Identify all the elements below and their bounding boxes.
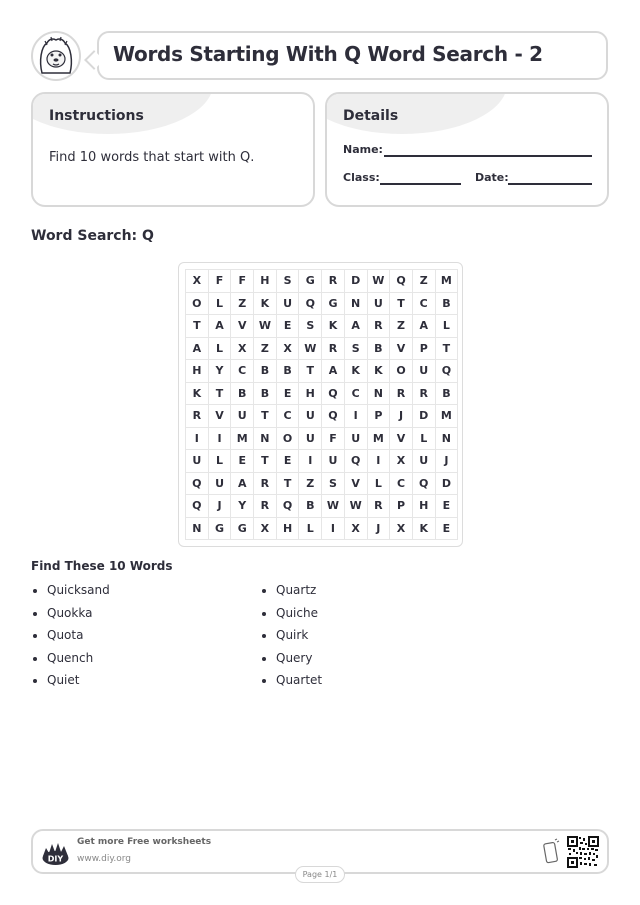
grid-cell[interactable]: I — [186, 428, 209, 451]
word-item: Query — [260, 651, 322, 674]
grid-cell[interactable]: P — [368, 405, 391, 428]
grid-cell[interactable]: I — [299, 450, 322, 473]
footer-promo: Get more Free worksheets — [77, 837, 212, 847]
grid-cell[interactable]: U — [413, 360, 436, 383]
phone-icon — [542, 838, 560, 864]
grid-cell[interactable]: V — [345, 473, 368, 496]
grid-cell[interactable]: U — [345, 428, 368, 451]
grid-cell[interactable]: Z — [254, 338, 277, 361]
grid-cell[interactable]: X — [390, 518, 413, 541]
grid-cell[interactable]: U — [299, 405, 322, 428]
grid-cell[interactable]: U — [186, 450, 209, 473]
grid-cell[interactable]: K — [345, 360, 368, 383]
grid-cell[interactable]: W — [299, 338, 322, 361]
grid-cell[interactable]: S — [299, 315, 322, 338]
details-heading: Details — [343, 108, 399, 124]
grid-cell[interactable]: U — [322, 450, 345, 473]
grid-cell[interactable]: E — [277, 383, 300, 406]
grid-cell[interactable]: W — [368, 270, 391, 293]
page-indicator: Page 1/1 — [295, 866, 345, 883]
grid-cell[interactable]: L — [299, 518, 322, 541]
word-item: Quench — [31, 651, 110, 674]
grid-cell[interactable]: C — [413, 293, 436, 316]
grid-cell[interactable]: I — [345, 405, 368, 428]
grid-cell[interactable]: K — [186, 383, 209, 406]
mascot-avatar — [31, 31, 81, 81]
grid-cell[interactable]: F — [231, 270, 254, 293]
diy-logo-text: DIY — [47, 854, 64, 864]
grid-cell[interactable]: C — [277, 405, 300, 428]
grid-cell[interactable]: T — [436, 338, 459, 361]
grid-cell[interactable]: U — [277, 293, 300, 316]
grid-cell[interactable]: L — [436, 315, 459, 338]
grid-cell[interactable]: A — [322, 360, 345, 383]
grid-cell[interactable]: X — [186, 270, 209, 293]
grid-cell[interactable]: V — [231, 315, 254, 338]
grid-cell[interactable]: D — [436, 473, 459, 496]
grid-cell[interactable]: U — [299, 428, 322, 451]
grid-cell[interactable]: O — [186, 293, 209, 316]
grid-cell[interactable]: J — [436, 450, 459, 473]
grid-cell[interactable]: C — [231, 360, 254, 383]
grid-cell[interactable]: K — [254, 293, 277, 316]
grid-cell[interactable]: G — [322, 293, 345, 316]
grid-cell[interactable]: T — [277, 473, 300, 496]
grid-cell[interactable]: E — [436, 495, 459, 518]
grid-cell[interactable]: G — [231, 518, 254, 541]
grid-cell[interactable]: T — [254, 405, 277, 428]
grid-cell[interactable]: O — [277, 428, 300, 451]
grid-cell[interactable]: M — [368, 428, 391, 451]
grid-cell[interactable]: N — [436, 428, 459, 451]
grid-cell[interactable]: D — [413, 405, 436, 428]
grid-cell[interactable]: Q — [186, 473, 209, 496]
details-card — [325, 92, 609, 207]
grid-cell[interactable]: R — [254, 473, 277, 496]
diy-logo-icon — [41, 838, 70, 867]
date-label: Date: — [475, 171, 509, 184]
grid-cell[interactable]: A — [209, 315, 232, 338]
grid-cell[interactable]: R — [186, 405, 209, 428]
class-label: Class: — [343, 171, 380, 184]
grid-cell[interactable]: A — [413, 315, 436, 338]
grid-cell[interactable]: W — [322, 495, 345, 518]
grid-cell[interactable]: E — [277, 315, 300, 338]
grid-cell[interactable]: L — [209, 338, 232, 361]
grid-cell[interactable]: Q — [277, 495, 300, 518]
grid-cell[interactable]: Q — [436, 360, 459, 383]
grid-cell[interactable]: B — [436, 293, 459, 316]
grid-cell[interactable]: A — [186, 338, 209, 361]
grid-cell[interactable]: J — [368, 518, 391, 541]
instructions-text: Find 10 words that start with Q. — [49, 150, 255, 165]
grid-cell[interactable]: N — [368, 383, 391, 406]
grid-cell[interactable]: N — [254, 428, 277, 451]
grid-cell[interactable]: Q — [345, 450, 368, 473]
grid-cell[interactable]: N — [186, 518, 209, 541]
grid-cell[interactable]: X — [254, 518, 277, 541]
grid-cell[interactable]: H — [413, 495, 436, 518]
grid-cell[interactable]: U — [231, 405, 254, 428]
grid-cell[interactable]: M — [231, 428, 254, 451]
grid-cell[interactable]: V — [390, 338, 413, 361]
diy-logo[interactable] — [41, 838, 70, 867]
grid-cell[interactable]: Q — [299, 293, 322, 316]
grid-cell[interactable]: T — [186, 315, 209, 338]
yeti-mascot-icon — [33, 33, 79, 79]
grid-cell[interactable]: B — [231, 383, 254, 406]
grid-cell[interactable]: R — [322, 338, 345, 361]
grid-cell[interactable]: W — [345, 495, 368, 518]
grid-cell[interactable]: Z — [299, 473, 322, 496]
grid-cell[interactable]: S — [322, 473, 345, 496]
word-item: Quiche — [260, 606, 322, 629]
grid-cell[interactable]: S — [345, 338, 368, 361]
grid-cell[interactable]: X — [345, 518, 368, 541]
grid-cell[interactable]: Q — [390, 270, 413, 293]
grid-cell[interactable]: S — [277, 270, 300, 293]
grid-cell[interactable]: E — [436, 518, 459, 541]
instructions-card — [31, 92, 315, 207]
grid-cell[interactable]: T — [390, 293, 413, 316]
grid-cell[interactable]: U — [413, 450, 436, 473]
grid-cell[interactable]: W — [254, 315, 277, 338]
grid-cell[interactable]: J — [209, 495, 232, 518]
grid-cell[interactable]: U — [209, 473, 232, 496]
grid-cell[interactable]: R — [413, 383, 436, 406]
grid-cell[interactable]: K — [413, 518, 436, 541]
grid-cell[interactable]: Z — [231, 293, 254, 316]
grid-cell[interactable]: P — [413, 338, 436, 361]
grid-cell[interactable]: Q — [413, 473, 436, 496]
grid-cell[interactable]: H — [186, 360, 209, 383]
word-list-right — [260, 583, 322, 696]
word-search-title: Word Search: Q — [31, 228, 154, 244]
grid-cell[interactable]: L — [413, 428, 436, 451]
grid-cell[interactable]: V — [390, 428, 413, 451]
grid-cell[interactable]: M — [436, 270, 459, 293]
grid-cell[interactable]: L — [209, 450, 232, 473]
grid-cell[interactable]: P — [390, 495, 413, 518]
grid-cell[interactable]: B — [254, 360, 277, 383]
grid-cell[interactable]: Y — [209, 360, 232, 383]
grid-cell[interactable]: G — [299, 270, 322, 293]
grid-cell[interactable]: Q — [322, 405, 345, 428]
word-item: Quirk — [260, 628, 322, 651]
word-item: Quicksand — [31, 583, 110, 606]
date-line[interactable] — [508, 183, 592, 185]
grid-cell[interactable]: R — [254, 495, 277, 518]
grid-cell[interactable]: Z — [413, 270, 436, 293]
grid-cell[interactable]: A — [345, 315, 368, 338]
grid-cell[interactable]: V — [209, 405, 232, 428]
word-item: Quota — [31, 628, 110, 651]
grid-cell[interactable]: B — [254, 383, 277, 406]
grid-cell[interactable]: J — [390, 405, 413, 428]
grid-cell[interactable]: T — [299, 360, 322, 383]
name-line[interactable] — [384, 155, 592, 157]
grid-cell[interactable]: B — [277, 360, 300, 383]
grid-cell[interactable]: B — [368, 338, 391, 361]
grid-cell[interactable]: T — [254, 450, 277, 473]
grid-cell[interactable]: R — [368, 315, 391, 338]
grid-cell[interactable]: G — [209, 518, 232, 541]
grid-cell[interactable]: A — [231, 473, 254, 496]
grid-cell[interactable]: Z — [390, 315, 413, 338]
grid-cell[interactable]: Q — [186, 495, 209, 518]
grid-cell[interactable]: N — [345, 293, 368, 316]
letter-grid — [185, 269, 458, 540]
footer-link[interactable]: www.diy.org — [77, 854, 131, 864]
grid-cell[interactable]: K — [322, 315, 345, 338]
grid-cell[interactable]: Q — [322, 383, 345, 406]
grid-cell[interactable]: R — [390, 383, 413, 406]
grid-cell[interactable]: I — [322, 518, 345, 541]
instructions-heading: Instructions — [49, 108, 144, 124]
grid-cell[interactable]: X — [231, 338, 254, 361]
grid-cell[interactable]: I — [368, 450, 391, 473]
grid-cell[interactable]: L — [368, 473, 391, 496]
grid-cell[interactable]: X — [277, 338, 300, 361]
word-item: Quokka — [31, 606, 110, 629]
grid-cell[interactable]: B — [299, 495, 322, 518]
grid-cell[interactable]: I — [209, 428, 232, 451]
word-item: Quartet — [260, 673, 322, 696]
grid-cell[interactable]: X — [390, 450, 413, 473]
grid-cell[interactable]: C — [390, 473, 413, 496]
word-item: Quiet — [31, 673, 110, 696]
class-line[interactable] — [380, 183, 461, 185]
grid-cell[interactable]: R — [322, 270, 345, 293]
name-label: Name: — [343, 143, 383, 156]
grid-cell[interactable]: U — [368, 293, 391, 316]
word-list-left — [31, 583, 110, 696]
word-item: Quartz — [260, 583, 322, 606]
grid-cell[interactable]: F — [322, 428, 345, 451]
grid-cell[interactable]: K — [368, 360, 391, 383]
grid-cell[interactable]: M — [436, 405, 459, 428]
grid-cell[interactable]: H — [254, 270, 277, 293]
word-search-box — [178, 262, 463, 547]
grid-cell[interactable]: Y — [231, 495, 254, 518]
grid-cell[interactable]: E — [231, 450, 254, 473]
qr-code-icon[interactable] — [567, 836, 599, 868]
grid-cell[interactable]: F — [209, 270, 232, 293]
page-title: Words Starting With Q Word Search - 2 — [113, 42, 543, 66]
word-list-title: Find These 10 Words — [31, 559, 173, 573]
grid-cell[interactable]: E — [277, 450, 300, 473]
grid-cell[interactable]: H — [299, 383, 322, 406]
grid-cell[interactable]: H — [277, 518, 300, 541]
grid-cell[interactable]: R — [368, 495, 391, 518]
grid-cell[interactable]: D — [345, 270, 368, 293]
grid-cell[interactable]: L — [209, 293, 232, 316]
grid-cell[interactable]: C — [345, 383, 368, 406]
grid-cell[interactable]: T — [209, 383, 232, 406]
grid-cell[interactable]: B — [436, 383, 459, 406]
grid-cell[interactable]: O — [390, 360, 413, 383]
